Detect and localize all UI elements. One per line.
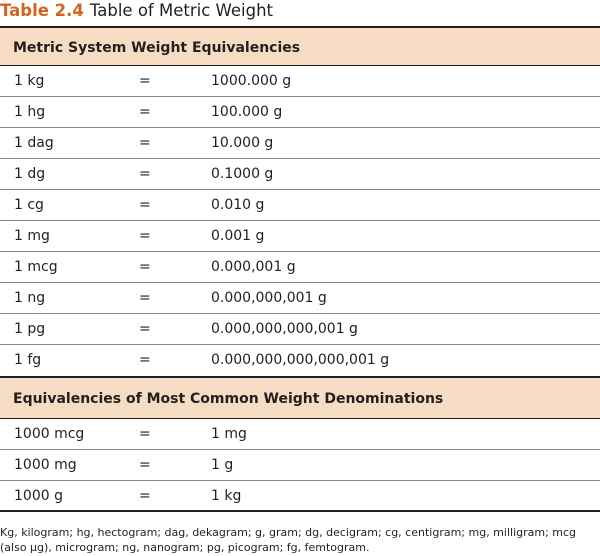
equals-cell: = <box>139 290 151 306</box>
value-cell: 0.000,001 g <box>211 259 296 275</box>
equals-cell: = <box>139 197 151 213</box>
equals-cell: = <box>139 321 151 337</box>
equals-cell: = <box>139 104 151 120</box>
value-cell: 1 kg <box>211 488 242 504</box>
table-row <box>0 252 600 283</box>
table-row <box>0 66 600 97</box>
equals-cell: = <box>139 352 151 368</box>
unit-cell: 1 dg <box>14 166 46 182</box>
table-row <box>0 190 600 221</box>
table-row <box>0 314 600 345</box>
unit-cell: 1 kg <box>14 73 45 89</box>
table-row <box>0 345 600 376</box>
table-row <box>0 419 600 450</box>
equals-cell: = <box>139 166 151 182</box>
unit-cell: 1 mg <box>14 228 50 244</box>
unit-cell: 1 mcg <box>14 259 58 275</box>
unit-cell: 1000 mcg <box>14 426 85 442</box>
equals-cell: = <box>139 135 151 151</box>
section-heading-metric: Metric System Weight Equivalencies <box>0 26 600 66</box>
unit-cell: 1 hg <box>14 104 46 120</box>
equals-cell: = <box>139 488 151 504</box>
table-row <box>0 128 600 159</box>
unit-cell: 1000 g <box>14 488 63 504</box>
unit-cell: 1 ng <box>14 290 46 306</box>
table-row <box>0 159 600 190</box>
value-cell: 0.000,000,000,001 g <box>211 321 358 337</box>
table-row <box>0 97 600 128</box>
table-row <box>0 450 600 481</box>
table-row <box>0 221 600 252</box>
equals-cell: = <box>139 457 151 473</box>
value-cell: 0.000,000,001 g <box>211 290 327 306</box>
value-cell: 0.001 g <box>211 228 265 244</box>
value-cell: 0.1000 g <box>211 166 274 182</box>
value-cell: 1000.000 g <box>211 73 292 89</box>
table-row <box>0 481 600 512</box>
equals-cell: = <box>139 228 151 244</box>
value-cell: 100.000 g <box>211 104 283 120</box>
unit-cell: 1 fg <box>14 352 42 368</box>
equals-cell: = <box>139 259 151 275</box>
weight-table <box>0 26 600 512</box>
table-caption: Table of Metric Weight <box>89 1 273 20</box>
table-row <box>0 283 600 314</box>
equals-cell: = <box>139 426 151 442</box>
value-cell: 0.000,000,000,000,001 g <box>211 352 390 368</box>
equals-cell: = <box>139 73 151 89</box>
value-cell: 1 mg <box>211 426 247 442</box>
unit-cell: 1000 mg <box>14 457 77 473</box>
unit-cell: 1 pg <box>14 321 46 337</box>
value-cell: 0.010 g <box>211 197 265 213</box>
unit-cell: 1 dag <box>14 135 54 151</box>
table-title <box>0 0 273 26</box>
value-cell: 10.000 g <box>211 135 274 151</box>
table-number: Table 2.4 <box>0 1 84 20</box>
unit-cell: 1 cg <box>14 197 44 213</box>
section-heading-common: Equivalencies of Most Common Weight Denominations <box>0 376 600 419</box>
table-footnote: Kg, kilogram; hg, hectogram; dag, dekagram; g, gram; dg, decigram; cg, centigram; mg, milligram; mcg (also µg), microgram; ng, nanogram; pg, picogram; fg, femtogram. <box>0 526 577 554</box>
value-cell: 1 g <box>211 457 234 473</box>
